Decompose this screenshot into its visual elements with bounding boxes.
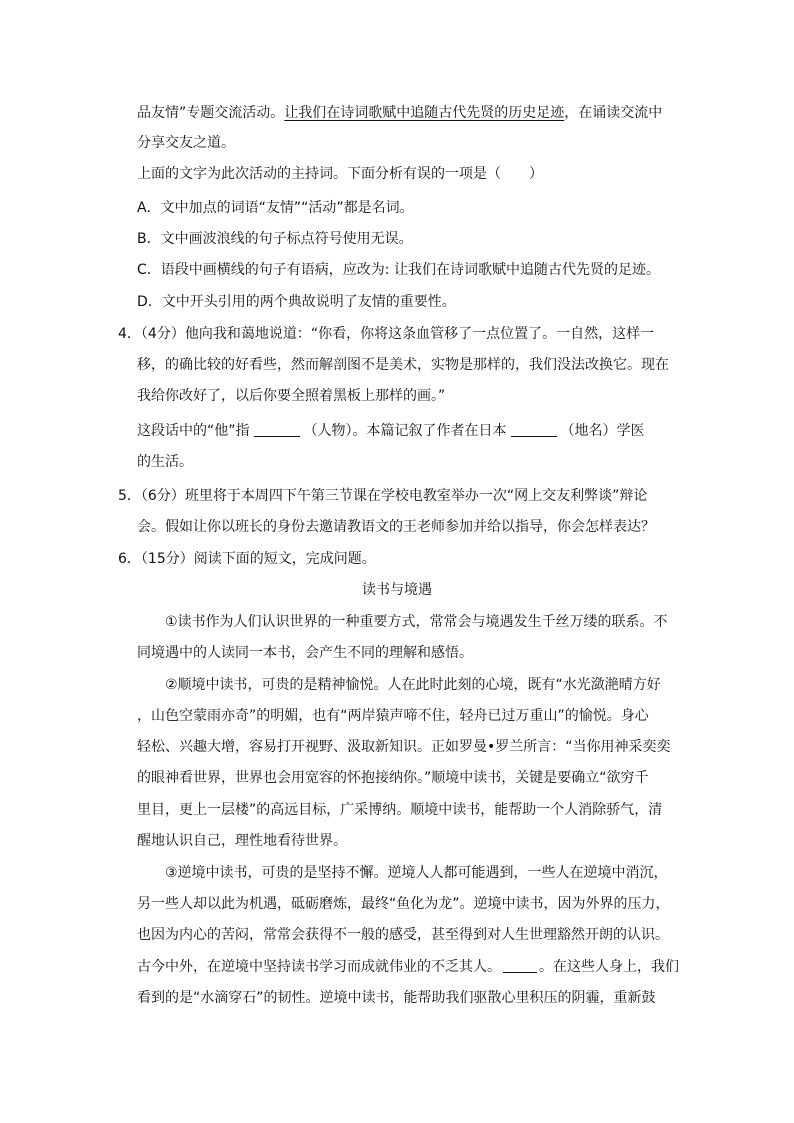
- question-4-line-1: 4．（4分）他向我和蔼地说道：“你看，你将这条血管移了一点位置了。一自然，这样一: [118, 326, 655, 342]
- intro-text: ，在诵读交流中: [564, 105, 663, 121]
- paragraph-2-line: ②顺境中读书，可贵的是精神愉悦。人在此时此刻的心境，既有“水光潋滟晴方好: [165, 677, 661, 693]
- question-6-line-1: 6．（15分）阅读下面的短文，完成问题。: [118, 551, 376, 567]
- question-5-line-1: 5．（6分）班里将于本周四下午第三节课在学校电教室举办一次“网上交友利弊谈”辩论: [118, 488, 648, 504]
- q4-text: （地名）学医: [560, 423, 645, 439]
- question-4-line-5: 的生活。: [137, 454, 193, 470]
- paragraph-3-line: [137, 957, 679, 977]
- p3-text: 。在这些人身上，我们: [539, 959, 679, 975]
- underlined-sentence: 让我们在诗词歌赋中追随古代先贤的历史足迹: [284, 105, 565, 121]
- paragraph-2-line: 里目，更上一层楼”的高远目标，广采博纳。顺境中读书，能帮助一个人消除骄气，清: [137, 802, 663, 818]
- question-4-line-2: 移，的确比较的好看些，然而解剖图不是美术，实物是那样的，我们没法改换它。现在: [137, 357, 669, 373]
- paragraph-3-line: ③逆境中读书，可贵的是坚持不懈。逆境人人都可能遇到，一些人在逆境中消沉，: [165, 865, 668, 881]
- question-5-line-2: 会。假如让你以班长的身份去邀请教语文的王老师参加并给以指导，你会怎样表达？: [137, 519, 655, 535]
- option-d: D．文中开头引用的两个典故说明了友情的重要性。: [137, 294, 456, 310]
- q4-text: 这段话中的“他”指: [137, 423, 250, 439]
- paragraph-2-line: ，山色空蒙雨亦奇”的明媚，也有“两岸猿声啼不住，轻舟已过万重山”的愉悦。身心: [137, 708, 649, 724]
- intro-line-2: 分享交友之道。: [137, 135, 235, 151]
- option-c: C．语段中画横线的句子有语病，应改为: 让我们在诗词歌赋中追随古代先贤的足迹。: [137, 262, 660, 278]
- answer-blank: [254, 422, 300, 437]
- paragraph-3-line: 看到的是“水滴穿石”的韧性。逆境中读书，能帮助我们驱散心里积压的阴霾，重新鼓: [137, 990, 656, 1006]
- paragraph-1-line: 同境遇中的人读同一本书，会产生不同的理解和感悟。: [137, 645, 473, 661]
- question-4-line-3: 我给你改好了，以后你要全照着黑板上那样的画。”: [137, 388, 446, 404]
- answer-blank: [503, 958, 537, 973]
- passage-title: 读书与境遇: [362, 582, 432, 598]
- question-3-stem: 上面的文字为此次活动的主持词。下面分析有误的一项是（ ）: [137, 166, 543, 182]
- paragraph-2-line: 的眼神看世界，世界也会用宽容的怀抱接纳你。”顺境中读书，关键是要确立“欲穷千: [137, 770, 649, 786]
- option-b: B．文中画波浪线的句子标点符号使用无误。: [137, 231, 413, 247]
- paragraph-3-line: 另一些人却以此为机遇，砥砺磨炼，最终“鱼化为龙”。逆境中读书，因为外界的压力，: [137, 896, 670, 912]
- answer-blank: [511, 422, 557, 437]
- paragraph-3-line: 也因为内心的苦闷，常常会获得不一般的感受，甚至得到对人生世理豁然开朗的认识。: [137, 927, 669, 943]
- paragraph-1-line: ①读书作为人们认识世界的一种重要方式，常常会与境遇发生千丝万缕的联系。不: [165, 614, 668, 630]
- paragraph-2-line: 轻松、兴趣大增，容易打开视野、汲取新知识。正如罗曼•罗兰所言：“当你用神采奕奕: [137, 739, 671, 755]
- p3-text: 古今中外，在逆境中坚持读书学习而成就伟业的不乏其人。: [137, 959, 501, 975]
- question-4-line-4: [137, 421, 645, 441]
- option-a: A．文中加点的词语“友情”“活动”都是名词。: [137, 200, 414, 216]
- q4-text: （人物）。本篇记叙了作者在日本: [303, 423, 507, 439]
- paragraph-2-line: 醒地认识自己，理性地看待世界。: [137, 833, 347, 849]
- intro-line-1: [137, 103, 662, 123]
- intro-text: 品友情”专题交流活动。: [137, 105, 285, 121]
